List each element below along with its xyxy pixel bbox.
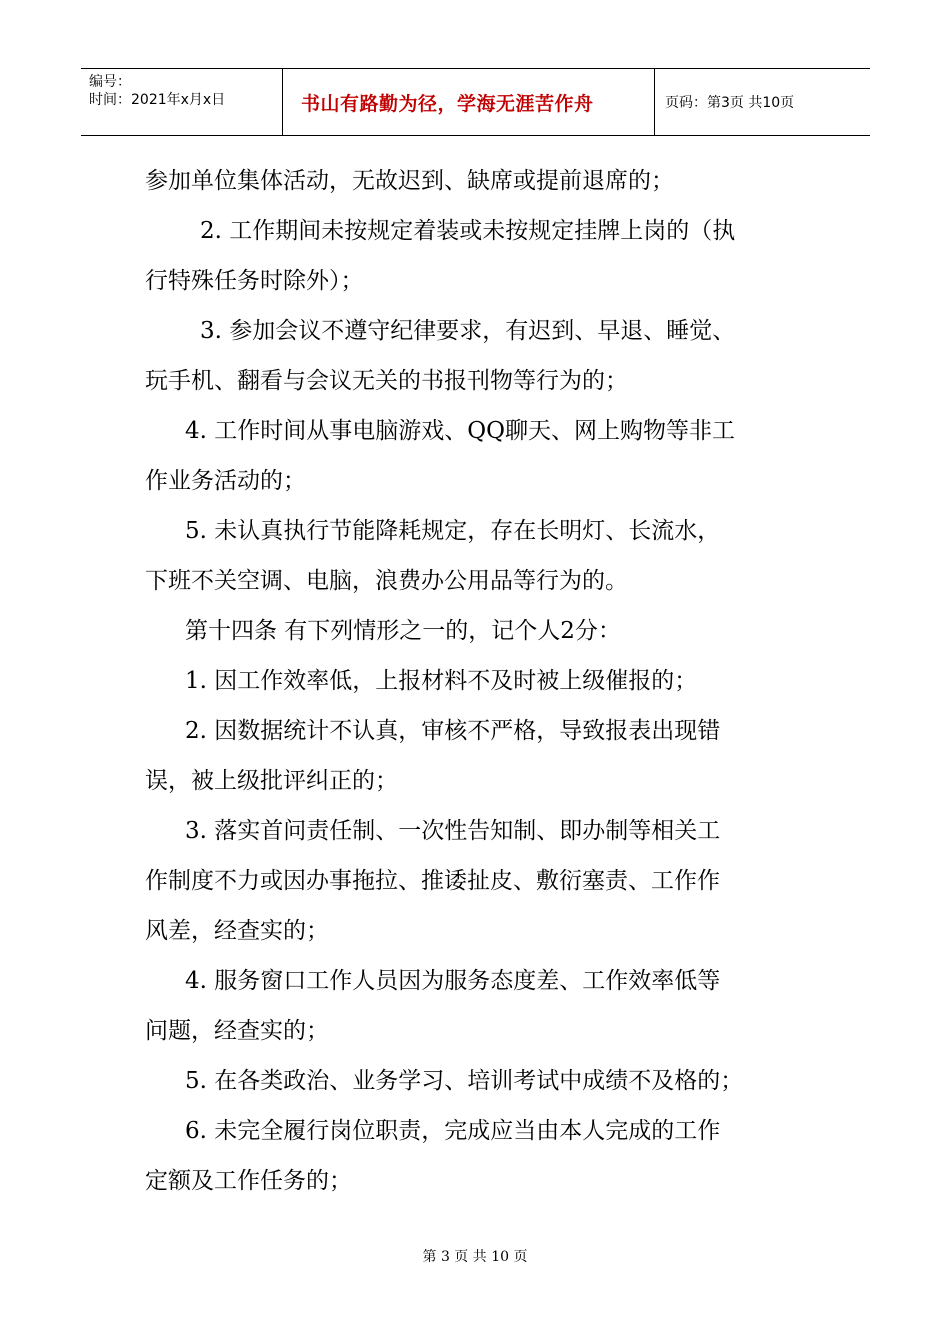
header-motto-cell [283,69,655,135]
page-footer [0,1246,950,1266]
body-text-line: 问题，经查实的； [145,1018,329,1044]
body-text-line: 3. 落实首问责任制、一次性告知制、即办制等相关工 [185,818,721,844]
header-motto: 书山有路勤为径，学海无涯苦作舟 [301,92,594,115]
document-number-label: 编号： [89,74,131,90]
body-text-line: 风差，经查实的； [145,918,329,944]
document-date: 时间：2021年x月x日 [89,92,226,108]
header-page-cell [655,69,870,135]
body-text-line: 定额及工作任务的； [145,1168,352,1194]
header-meta-cell [81,69,283,135]
body-text-line: 下班不关空调、电脑，浪费办公用品等行为的。 [145,568,628,594]
body-text-line: 玩手机、翻看与会议无关的书报刊物等行为的； [145,368,628,394]
footer-page-number: 第 3 页 共 10 页 [422,1249,528,1265]
header-page-info: 页码：第3页 共10页 [665,95,795,111]
body-text-line: 6. 未完全履行岗位职责，完成应当由本人完成的工作 [185,1118,721,1144]
body-text-line: 参加单位集体活动，无故迟到、缺席或提前退席的； [145,168,674,194]
body-text-line: 作业务活动的； [145,468,306,494]
body-text-line: 2. 因数据统计不认真，审核不严格，导致报表出现错 [185,718,721,744]
body-text-line: 3. 参加会议不遵守纪律要求，有迟到、早退、睡觉、 [200,318,736,344]
body-text-line: 5. 在各类政治、业务学习、培训考试中成绩不及格的； [185,1068,744,1094]
body-text-line: 行特殊任务时除外）； [145,268,364,294]
document-body [145,156,805,1206]
body-text-line: 5. 未认真执行节能降耗规定，存在长明灯、长流水， [185,518,721,544]
body-text-line: 误，被上级批评纠正的； [145,768,398,794]
body-text-line: 4. 服务窗口工作人员因为服务态度差、工作效率低等 [185,968,721,994]
body-text-line: 1. 因工作效率低，上报材料不及时被上级催报的； [185,668,698,694]
body-text-line: 2. 工作期间未按规定着装或未按规定挂牌上岗的（执 [200,218,736,244]
body-text-line: 作制度不力或因办事拖拉、推诿扯皮、敷衍塞责、工作作 [145,868,720,894]
body-text-line: 第十四条 有下列情形之一的，记个人2分： [185,618,621,644]
body-text-line: 4. 工作时间从事电脑游戏、QQ聊天、网上购物等非工 [185,418,735,444]
page-header [81,68,870,136]
